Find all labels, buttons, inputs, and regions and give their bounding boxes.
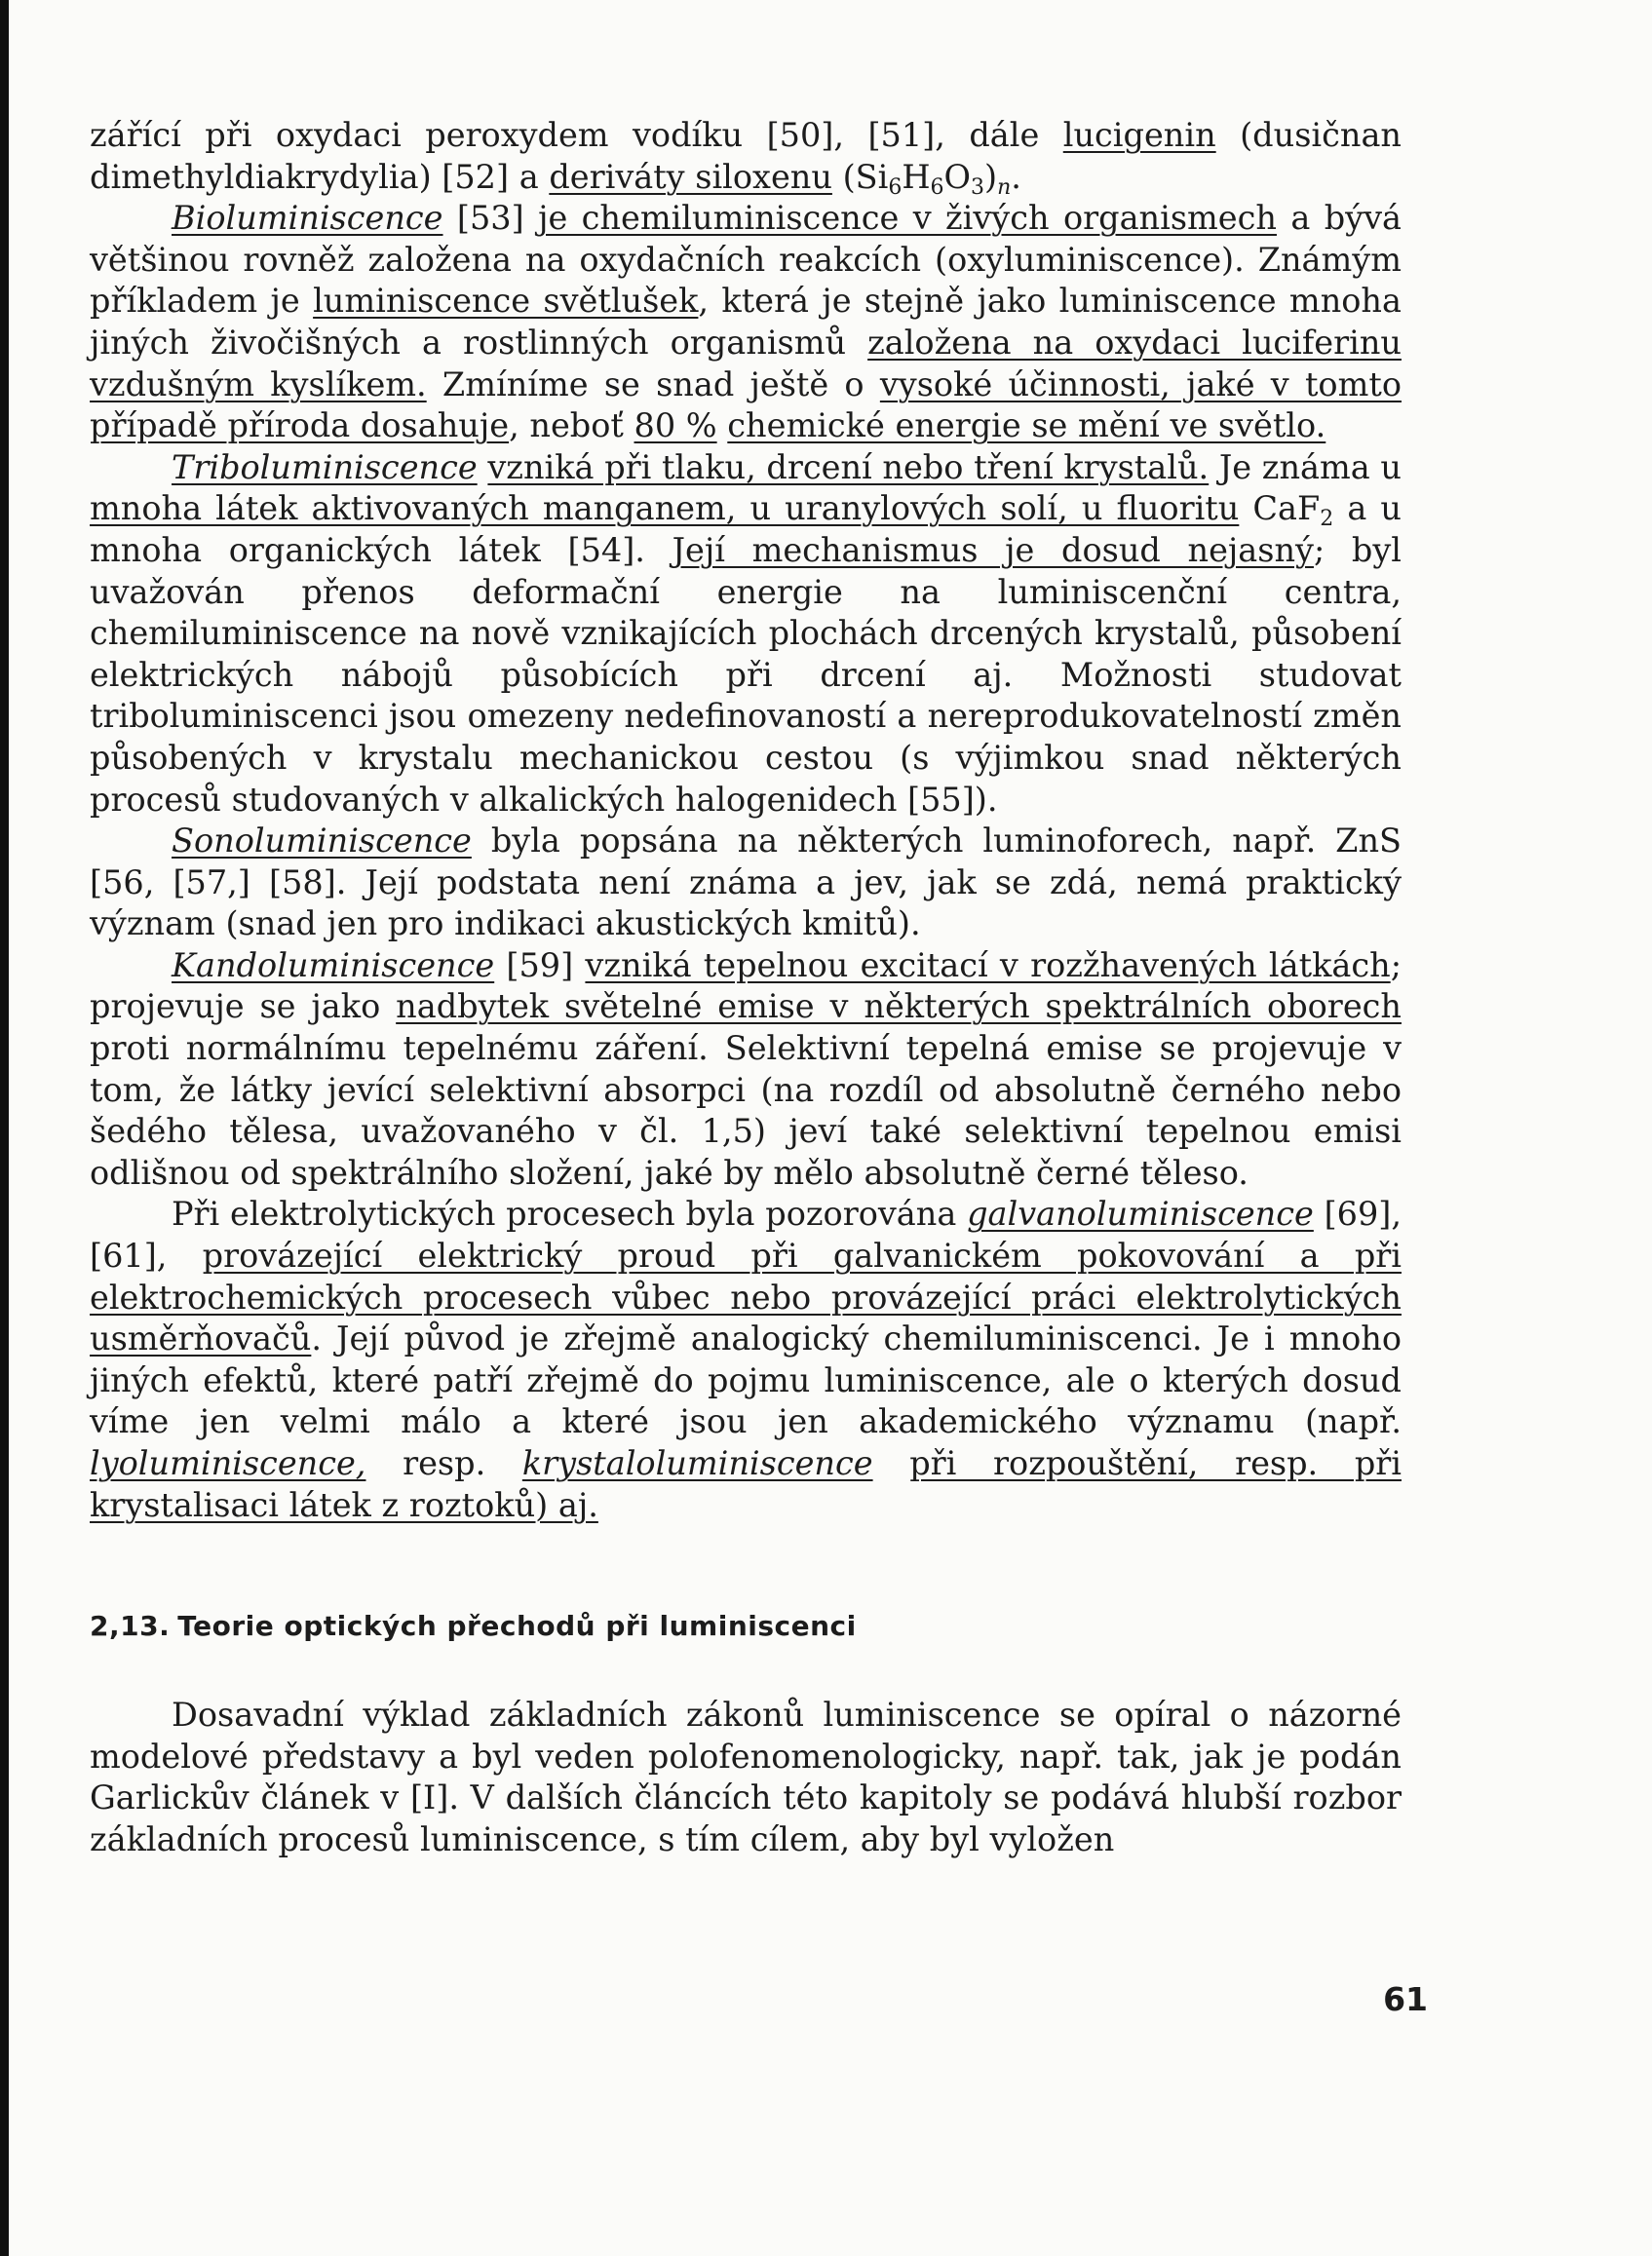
paragraph-chemiluminescence-continued: zářící při oxydaci peroxydem vodíku [50], [51], dále lucigenin (dusičnan dimethyldiakrydylia) [52] a deriváty siloxenu $(Si_6H_6O_3)_n$. bbox=[90, 116, 1402, 200]
section-heading bbox=[90, 1610, 1402, 1642]
paragraph-theory-intro: Dosavadní výklad základních zákonů luminiscence se opíral o názorné modelové představy a byl veden polofenomenologicky, např. tak, jak je podán Garlickův článek v [I]. V dalších článcích této kapitoly se podává hlubší rozbor základních procesů luminiscence, s tím cílem, aby byl vyložen bbox=[90, 1696, 1402, 1858]
term-krystaloluminiscence: krystaloluminiscence bbox=[521, 1444, 873, 1482]
underlined-siloxene-derivatives: deriváty siloxenu bbox=[549, 157, 832, 196]
term-bioluminiscence: Bioluminiscence bbox=[172, 199, 443, 238]
paragraph-triboluminescence: Triboluminiscence vzniká při tlaku, drcení nebo tření krystalů. Je známa u mnoha látek aktivovaných manganem, u uranylových solí, u fluoritu CaF$_2$ a u mnoha organických látek [54]. Její mechanismus je dosud nejasný; byl uvažován přenos deformační energie na luminiscenční centra, chemiluminiscence na nově vznikajících plochách drcených krystalů, působení elektrických nábojů působících při drcení aj. Možnosti studovat triboluminiscenci jsou omezeny nedefinovaností a nereprodukovatelností změn působených v krystalu mechanickou cestou (s výjimkou snad některých procesů studovaných v alkalických halogenidech [55]). bbox=[90, 447, 1402, 819]
page-number: 61 bbox=[1383, 1980, 1428, 2018]
paragraph-bioluminescence: Bioluminiscence [53] je chemiluminiscence v živých organismech a bývá většinou rovněž založena na oxydačních reakcích (oxyluminiscence). Známým příkladem je luminiscence světlušek, která je stejně jako luminiscence mnoha jiných živočišných a rostlinných organismů založena na oxydaci luciferinu vzdušným kyslíkem. Zmíníme se snad ještě o vysoké účinnosti, jaké v tomto případě příroda dosahuje, neboť 80 % chemické energie se mění ve světlo. bbox=[90, 199, 1402, 445]
paragraph-galvanoluminescence: Při elektrolytických procesech byla pozorována galvanoluminiscence [69], [61], provázející elektrický proud při galvanickém pokovování a při elektrochemických procesech vůbec nebo provázející práci elektrolytických usměrňovačů. Její původ je zřejmě analogický chemiluminiscenci. Je i mnoho jiných efektů, které patří zřejmě do pojmu luminiscence, ale o kterých dosud víme jen velmi málo a které jsou jen akademického významu (např. lyoluminiscence, resp. krystaloluminiscence při rozpouštění, resp. při krystalisaci látek z roztoků) aj. bbox=[90, 1195, 1402, 1524]
book-page bbox=[90, 115, 1402, 1861]
paragraph-sonoluminescence: Sonoluminiscence byla popsána na některých luminoforech, např. ZnS [56, [57,] [58]. Její podstata není známa a jev, jak se zdá, nemá praktický význam (snad jen pro indikaci akustických kmitů). bbox=[90, 822, 1402, 943]
section-number: 2,13. bbox=[90, 1610, 171, 1643]
paragraph-candoluminescence: Kandoluminiscence [59] vzniká tepelnou excitací v rozžhavených látkách; projevuje se jako nadbytek světelné emise v některých spektrálních oborech proti normálnímu tepelnému záření. Selektivní tepelná emise se projevuje v tom, že látky jevící selektivní absorpci (na rozdíl od absolutně černého nebo šedého tělesa, uvažovaného v čl. 1,5) jeví také selektivní tepelnou emisi odlišnou od spektrálního složení, jaké by mělo absolutně černé těleso. bbox=[90, 945, 1402, 1192]
underlined-lucigenin: lucigenin bbox=[1062, 116, 1216, 154]
term-sonoluminiscence: Sonoluminiscence bbox=[172, 822, 472, 860]
term-triboluminiscence: Triboluminiscence bbox=[172, 447, 478, 486]
section-title: Teorie optických přechodů při luminiscenci bbox=[177, 1610, 857, 1643]
term-lyoluminiscence: lyoluminiscence, bbox=[90, 1444, 366, 1482]
term-kandoluminiscence: Kandoluminiscence bbox=[172, 945, 495, 984]
page-left-edge-shadow bbox=[0, 0, 9, 2256]
term-galvanoluminiscence: galvanoluminiscence bbox=[967, 1195, 1314, 1234]
